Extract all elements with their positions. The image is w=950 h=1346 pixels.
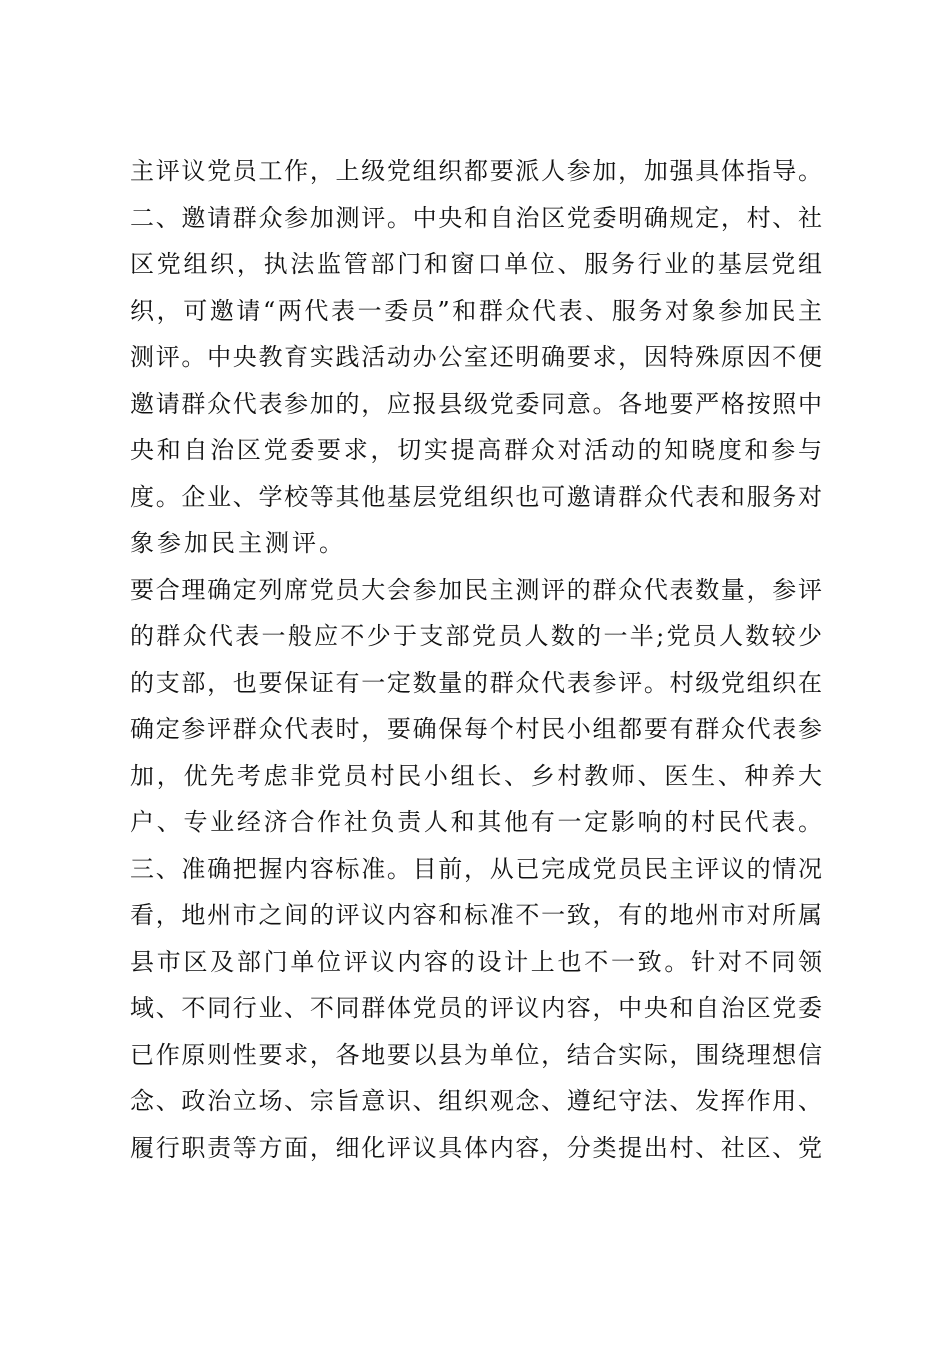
text-line: 的群众代表一般应不少于支部党员人数的一半;党员人数较少	[130, 622, 822, 650]
text-line: 二、邀请群众参加测评。中央和自治区党委明确规定，村、社	[130, 203, 822, 232]
text-line: 户、专业经济合作社负责人和其他有一定影响的村民代表。	[130, 808, 822, 836]
text-line: 测评。中央教育实践活动办公室还明确要求，因特殊原因不便	[130, 343, 822, 371]
text-line: 象参加民主测评。	[130, 529, 346, 557]
text-line: 织，可邀请“两代表一委员”和群众代表、服务对象参加民主	[130, 296, 822, 325]
text-line: 区党组织，执法监管部门和窗口单位、服务行业的基层党组	[130, 250, 822, 278]
text-line: 已作原则性要求，各地要以县为单位，结合实际，围绕理想信	[130, 1040, 822, 1069]
document-body	[130, 148, 822, 1171]
text-line: 履行职责等方面，细化评议具体内容，分类提出村、社区、党	[130, 1133, 822, 1162]
text-line: 三、准确把握内容标准。目前，从已完成党员民主评议的情况	[130, 854, 822, 883]
text-line: 度。企业、学校等其他基层党组织也可邀请群众代表和服务对	[130, 482, 822, 511]
text-line: 的支部，也要保证有一定数量的群众代表参评。村级党组织在	[130, 668, 822, 697]
text-line: 加，优先考虑非党员村民小组长、乡村教师、医生、种养大	[130, 761, 822, 790]
text-line: 念、政治立场、宗旨意识、组织观念、遵纪守法、发挥作用、	[130, 1087, 822, 1115]
text-line: 要合理确定列席党员大会参加民主测评的群众代表数量，参评	[130, 575, 822, 604]
text-line: 主评议党员工作，上级党组织都要派人参加，加强具体指导。	[130, 157, 822, 185]
text-line: 央和自治区党委要求，切实提高群众对活动的知晓度和参与	[130, 436, 822, 464]
text-line: 邀请群众代表参加的，应报县级党委同意。各地要严格按照中	[130, 389, 822, 418]
text-line: 县市区及部门单位评议内容的设计上也不一致。针对不同领	[130, 947, 822, 976]
text-line: 域、不同行业、不同群体党员的评议内容，中央和自治区党委	[130, 994, 822, 1022]
text-line: 确定参评群众代表时，要确保每个村民小组都要有群众代表参	[130, 715, 822, 743]
text-line: 看，地州市之间的评议内容和标准不一致，有的地州市对所属	[130, 901, 822, 929]
